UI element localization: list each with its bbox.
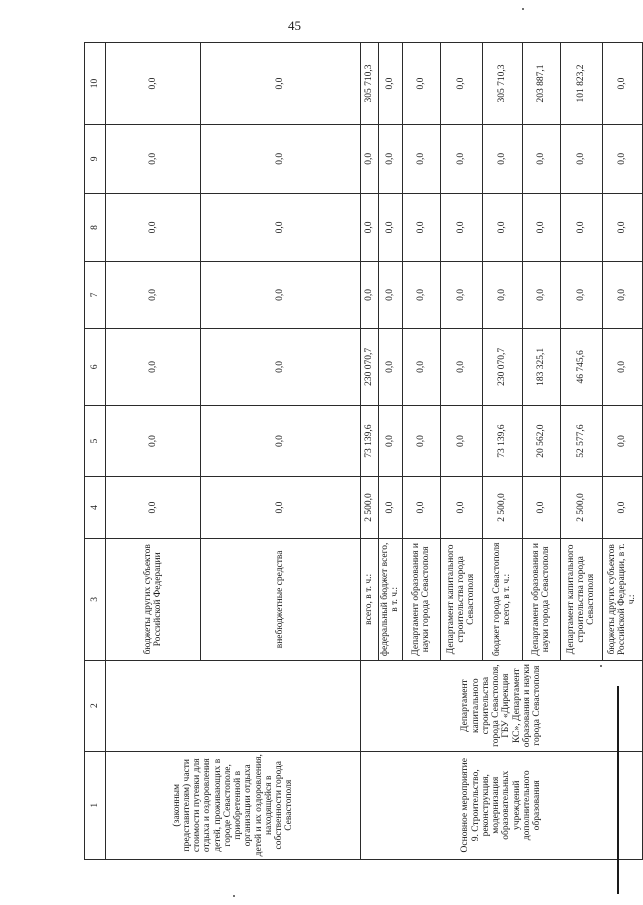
funding-source: Департамент капитального строительства города Севастополя: [440, 538, 482, 660]
value-cell: 0,0: [482, 125, 522, 194]
value-cell: 0,0: [402, 43, 440, 125]
value-cell: 0,0: [440, 328, 482, 405]
value-cell: 2 500,0: [560, 477, 602, 539]
value-cell: 0,0: [361, 125, 379, 194]
value-cell: 0,0: [379, 125, 403, 194]
value-cell: 0,0: [602, 406, 642, 477]
value-cell: 0,0: [402, 193, 440, 262]
column-header: 10: [85, 43, 106, 125]
funding-source: Департамент образования и науки города Севастополя: [402, 538, 440, 660]
scan-edge-line: [617, 686, 619, 894]
value-cell: 0,0: [602, 328, 642, 405]
column-header: 1: [85, 751, 106, 859]
value-cell: 0,0: [201, 43, 361, 125]
value-cell: 0,0: [440, 477, 482, 539]
value-cell: 0,0: [602, 193, 642, 262]
value-cell: 0,0: [602, 262, 642, 328]
value-cell: 0,0: [440, 43, 482, 125]
column-header: 2: [85, 660, 106, 751]
measure-description: Основное мероприятие 9. Строительство, реконструкция, модернизация образовательных учреждений дополнительного образования: [361, 751, 643, 859]
value-cell: 0,0: [402, 262, 440, 328]
executor-cell: Департамент капитального строительства города Севастополя, ГБУ «Дирекция КС», Департамент образования и науки города Севастополя: [361, 660, 643, 751]
value-cell: 0,0: [602, 125, 642, 194]
column-header: 8: [85, 193, 106, 262]
column-header: 6: [85, 328, 106, 405]
value-cell: 0,0: [106, 406, 201, 477]
value-cell: 0,0: [482, 262, 522, 328]
value-cell: 0,0: [106, 328, 201, 405]
funding-source: бюджеты других субъектов Российской Федерации, в т. ч.:: [602, 538, 642, 660]
value-cell: 0,0: [522, 477, 560, 539]
measure-description: (законным представителям) части стоимости путевки для отдыха и оздоровления детей, проживающих в городе Севастополе, приобретенной в организации отдыха детей и их оздоровления, находящейся в собственности города Севастополя: [106, 751, 361, 859]
column-header: 9: [85, 125, 106, 194]
funding-source: всего, в т. ч.:: [361, 538, 379, 660]
column-header: 5: [85, 406, 106, 477]
value-cell: 0,0: [560, 125, 602, 194]
value-cell: 230 070,7: [361, 328, 379, 405]
value-cell: 0,0: [482, 193, 522, 262]
column-header: 4: [85, 477, 106, 539]
value-cell: 0,0: [379, 406, 403, 477]
value-cell: 0,0: [440, 406, 482, 477]
scan-speck: [233, 895, 235, 897]
value-cell: 2 500,0: [361, 477, 379, 539]
value-cell: 0,0: [560, 193, 602, 262]
funding-table: [84, 42, 643, 860]
value-cell: 0,0: [106, 477, 201, 539]
value-cell: 20 562,0: [522, 406, 560, 477]
funding-source: Департамент капитального строительства города Севастополя: [560, 538, 602, 660]
value-cell: 183 325,1: [522, 328, 560, 405]
value-cell: 0,0: [201, 328, 361, 405]
value-cell: 46 745,6: [560, 328, 602, 405]
value-cell: 0,0: [379, 328, 403, 405]
value-cell: 230 070,7: [482, 328, 522, 405]
value-cell: 73 139,6: [361, 406, 379, 477]
value-cell: 0,0: [379, 193, 403, 262]
funding-source: федеральный бюджет всего, в т. ч.:: [379, 538, 403, 660]
value-cell: 0,0: [201, 406, 361, 477]
value-cell: 0,0: [440, 262, 482, 328]
scan-speck: [600, 665, 602, 667]
value-cell: 0,0: [201, 193, 361, 262]
scan-speck: [522, 8, 524, 10]
value-cell: 0,0: [106, 43, 201, 125]
value-cell: 0,0: [440, 125, 482, 194]
value-cell: 0,0: [379, 477, 403, 539]
rotated-table-container: [84, 42, 638, 860]
value-cell: 0,0: [201, 477, 361, 539]
funding-source: бюджет города Севастополя всего, в т. ч.:: [482, 538, 522, 660]
value-cell: 0,0: [440, 193, 482, 262]
value-cell: 0,0: [522, 262, 560, 328]
value-cell: 2 500,0: [482, 477, 522, 539]
value-cell: 0,0: [522, 193, 560, 262]
page-number: 45: [288, 18, 301, 33]
value-cell: 0,0: [602, 477, 642, 539]
value-cell: 0,0: [106, 125, 201, 194]
value-cell: 0,0: [402, 125, 440, 194]
value-cell: 101 823,2: [560, 43, 602, 125]
funding-source: внебюджетные средства: [201, 538, 361, 660]
value-cell: 0,0: [361, 262, 379, 328]
value-cell: 203 887,1: [522, 43, 560, 125]
column-number-row: [85, 43, 106, 860]
value-cell: 0,0: [201, 262, 361, 328]
value-cell: 0,0: [379, 262, 403, 328]
funding-source: бюджеты других субъектов Российской Федерации: [106, 538, 201, 660]
value-cell: 305 710,3: [482, 43, 522, 125]
value-cell: 0,0: [379, 43, 403, 125]
column-header: 7: [85, 262, 106, 328]
value-cell: 305 710,3: [361, 43, 379, 125]
value-cell: 0,0: [560, 262, 602, 328]
value-cell: 0,0: [402, 328, 440, 405]
value-cell: 0,0: [106, 193, 201, 262]
table-row: [361, 43, 379, 860]
value-cell: 0,0: [522, 125, 560, 194]
value-cell: 52 577,6: [560, 406, 602, 477]
value-cell: 73 139,6: [482, 406, 522, 477]
column-header: 3: [85, 538, 106, 660]
table-row: [106, 43, 201, 860]
value-cell: 0,0: [602, 43, 642, 125]
value-cell: 0,0: [106, 262, 201, 328]
funding-source: Департамент образования и науки города Севастополя: [522, 538, 560, 660]
value-cell: 0,0: [201, 125, 361, 194]
value-cell: 0,0: [402, 477, 440, 539]
executor-cell: [106, 660, 361, 751]
value-cell: 0,0: [361, 193, 379, 262]
value-cell: 0,0: [402, 406, 440, 477]
